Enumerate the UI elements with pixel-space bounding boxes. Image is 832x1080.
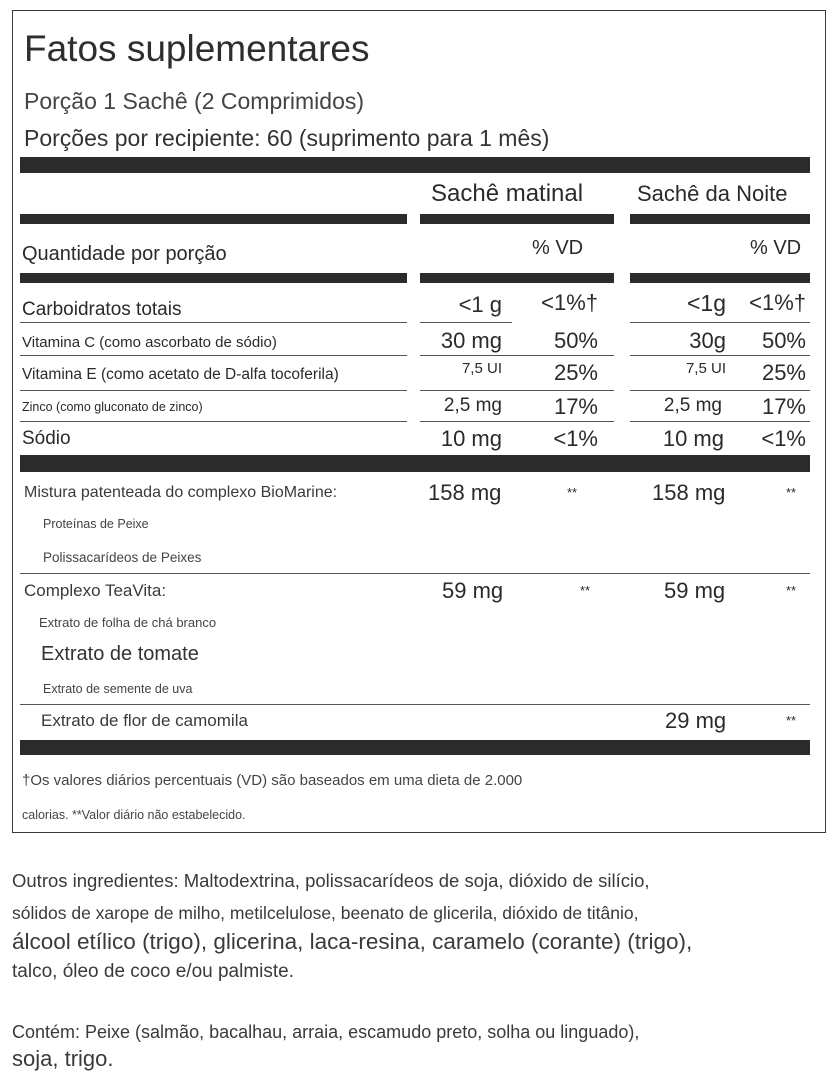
nutrient-name: Vitamina C (como ascorbato de sódio) [22,334,277,351]
panel-title: Fatos suplementares [24,28,370,69]
blend-name: Mistura patenteada do complexo BioMarine: [24,484,338,501]
dv-header-morning: % VD [532,237,584,259]
night-dv: 50% [761,328,806,353]
medium-divider [630,273,810,283]
night-amount: 59 mg [664,578,726,603]
night-dv: <1%† [749,290,806,315]
blend-name: Complexo TeaVita: [24,581,167,600]
medium-divider [20,273,407,283]
morning-amount: 59 mg [442,578,504,603]
night-dv: 25% [761,360,806,385]
other-ingredients-line: talco, óleo de coco e/ou palmiste. [12,961,295,982]
medium-divider [420,273,614,283]
blend-ingredient: Extrato de folha de chá branco [39,615,217,630]
morning-dv: 25% [553,360,598,385]
night-dv: ** [786,583,797,598]
row-divider [20,390,407,391]
night-dv: <1% [761,426,806,451]
blend-ingredient: Extrato de semente de uva [43,682,193,696]
night-amount: 158 mg [652,480,726,505]
row-divider [20,704,810,705]
medium-divider [630,214,810,224]
row-divider [20,322,407,323]
row-divider [420,390,614,391]
row-divider [420,355,614,356]
thick-divider [20,157,810,173]
night-dv: ** [786,713,797,728]
col-header-night: Sachê da Noite [637,181,788,206]
thick-divider [20,740,810,755]
row-divider [630,322,810,323]
row-divider [420,421,614,422]
other-ingredients-line: Outros ingredientes: Maltodextrina, polissacarídeos de soja, dióxido de silício, [12,870,650,891]
morning-amount: 158 mg [428,480,502,505]
footnote: calorias. **Valor diário não estabelecido. [22,808,246,822]
night-amount: <1g [686,290,726,316]
servings-per-container: Porções por recipiente: 60 (suprimento para 1 mês) [24,125,550,151]
morning-amount: 2,5 mg [443,395,502,416]
row-divider [630,421,810,422]
other-ingredients-line: sólidos de xarope de milho, metilcelulose, beenato de glicerila, dióxido de titânio, [12,903,639,923]
night-amount: 7,5 UI [685,360,726,377]
night-amount: 29 mg [665,708,727,733]
blend-ingredient: Polissacarídeos de Peixes [43,550,202,565]
blend-ingredient: Proteínas de Peixe [43,517,149,531]
morning-amount: 7,5 UI [461,360,502,377]
night-amount: 30g [689,328,726,353]
nutrient-name: Vitamina E (como acetato de D-alfa tocoferila) [22,366,339,383]
morning-dv: ** [580,583,591,598]
row-divider [630,390,810,391]
row-divider [630,355,810,356]
morning-dv: <1%† [541,290,598,315]
night-amount: 2,5 mg [663,395,722,416]
nutrient-name: Carboidratos totais [22,299,182,320]
night-dv: 17% [761,394,806,419]
morning-dv: <1% [553,426,598,451]
medium-divider [420,214,614,224]
nutrient-name: Zinco (como gluconato de zinco) [22,400,203,414]
row-divider [20,355,407,356]
contains-line: soja, trigo. [12,1046,114,1071]
morning-dv: 17% [553,394,598,419]
morning-amount: 30 mg [440,328,502,353]
amount-per-serving-label: Quantidade por porção [22,243,227,265]
medium-divider [20,214,407,224]
morning-amount: <1 g [458,292,502,317]
serving-size: Porção 1 Sachê (2 Comprimidos) [24,88,365,114]
dv-header-night: % VD [750,237,802,259]
other-ingredients-line: álcool etílico (trigo), glicerina, laca-resina, caramelo (corante) (trigo), [12,929,693,954]
night-amount: 10 mg [662,426,724,451]
morning-amount: 10 mg [440,426,502,451]
row-divider [20,421,407,422]
morning-dv: 50% [553,328,598,353]
contains-line: Contém: Peixe (salmão, bacalhau, arraia, escamudo preto, solha ou linguado), [12,1022,640,1042]
blend-ingredient: Extrato de tomate [41,643,199,665]
nutrient-name: Sódio [22,428,71,449]
row-divider [20,573,810,574]
ingredient-name: Extrato de flor de camomila [41,711,248,730]
col-header-morning: Sachê matinal [431,180,584,207]
thick-divider [20,455,810,472]
night-dv: ** [786,485,797,500]
morning-dv: ** [567,485,578,500]
row-divider [420,322,512,323]
footnote: †Os valores diários percentuais (VD) são baseados em uma dieta de 2.000 [22,772,523,789]
